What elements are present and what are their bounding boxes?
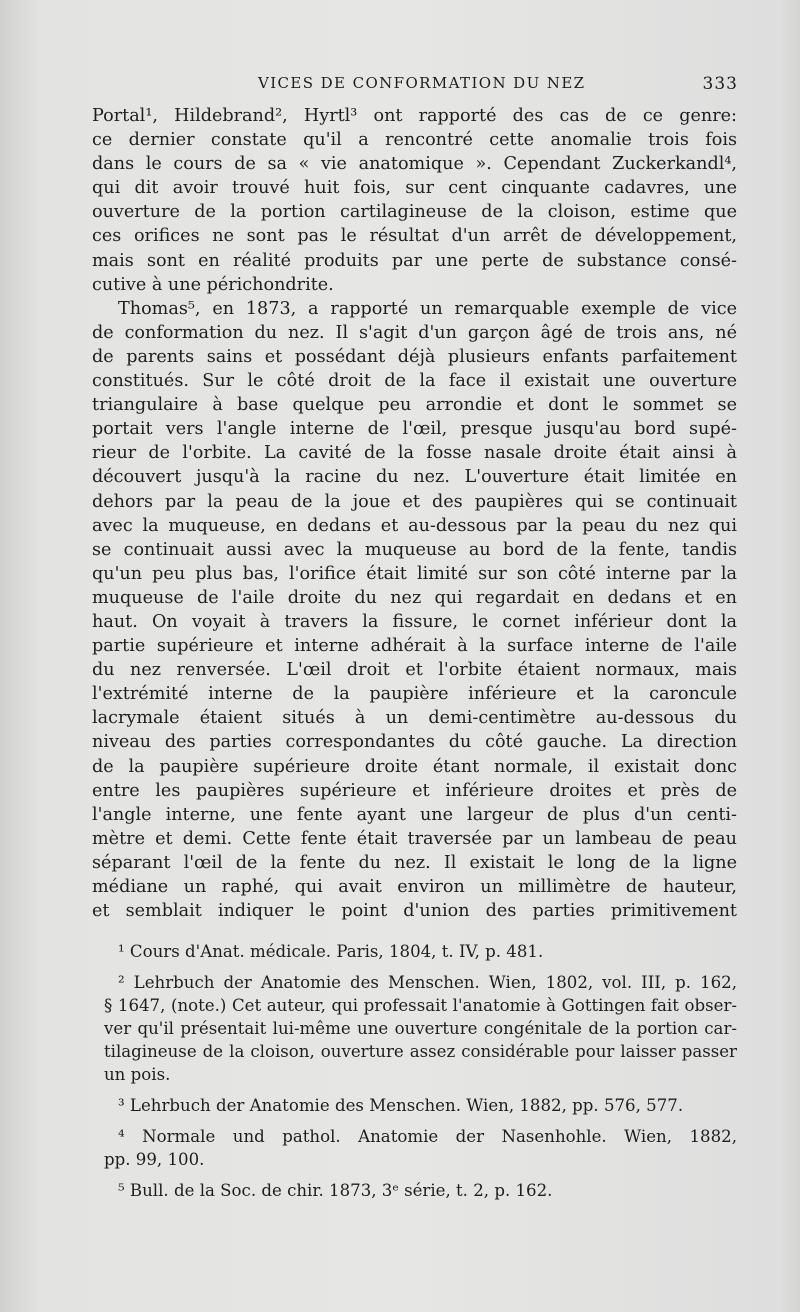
footnote-line: tilagineuse de la cloison, ouverture assez considérable pour laisser passer [104,1042,737,1061]
text-line: découvert jusqu'à la racine du nez. L'ouverture était limitée en [92,467,737,488]
page-header [258,74,738,100]
text-line: Portal¹, Hildebrand², Hyrtl³ ont rapporté des cas de ce genre: [92,106,737,126]
text-line: ce dernier constate qu'il a rencontré cette anomalie trois fois [92,130,737,151]
text-line: du nez renversée. L'œil droit et l'orbite étaient normaux, mais [92,660,737,681]
paragraph-1 [92,104,737,297]
text-line: rieur de l'orbite. La cavité de la fosse nasale droite était ainsi à [92,443,737,464]
text-line: dehors par la peau de la joue et des paupières qui se continuait [92,491,737,512]
text-line: partie supérieure et interne adhérait à la surface interne de l'aile [92,636,737,657]
text-line: qu'un peu plus bas, l'orifice était limité sur son côté interne par la [92,563,737,584]
text-line: cutive à une périchondrite. [92,274,334,295]
footnote-line: ⁵ Bull. de la Soc. de chir. 1873, 3ᵉ série, t. 2, p. 162. [118,1181,553,1200]
text-line: qui dit avoir trouvé huit fois, sur cent cinquante cadavres, une [92,178,737,199]
text-line: entre les paupières supérieure et inférieure droites et près de [92,780,737,801]
text-line: séparant l'œil de la fente du nez. Il existait le long de la ligne [92,852,737,873]
text-line: triangulaire à base quelque peu arrondie et dont le sommet se [92,395,737,416]
text-line: dans le cours de sa « vie anatomique ». Cependant Zuckerkandl⁴, [92,154,737,175]
footnote-line: ¹ Cours d'Anat. médicale. Paris, 1804, t. IV, p. 481. [118,942,544,961]
paragraph-2 [92,297,737,923]
text-line: médiane un raphé, qui avait environ un millimètre de hauteur, [92,877,737,897]
text-line: mais sont en réalité produits par une perte de substance consé- [92,250,737,271]
text-line: mètre et demi. Cette fente était traversée par un lambeau de peau [92,828,737,849]
text-line: constitués. Sur le côté droit de la face il existait une ouverture [92,371,737,392]
text-line: de la paupière supérieure droite étant normale, il existait donc [92,756,737,777]
text-line: lacrymale étaient situés à un demi-centimètre au-dessous du [92,708,737,729]
footnote-line: ⁴ Normale und pathol. Anatomie der Nasenhohle. Wien, 1882, [118,1127,737,1146]
footnote-line: ³ Lehrbuch der Anatomie des Menschen. Wien, 1882, pp. 576, 577. [118,1096,684,1115]
text-line: et semblait indiquer le point d'union des parties primitivement [92,901,737,922]
footnote-4 [104,1125,737,1171]
footnote-2 [104,971,737,1086]
text-line: muqueuse de l'aile droite du nez qui regardait en dedans et en [92,587,737,608]
footnote-line: pp. 99, 100. [104,1150,205,1169]
text-line: se continuait aussi avec la muqueuse au bord de la fente, tandis [92,539,737,560]
footnote-line: ver qu'il présentait lui-même une ouverture congénitale de la portion car- [104,1019,737,1038]
footnote-3 [104,1094,737,1117]
body-text [92,104,737,923]
text-line: avec la muqueuse, en dedans et au-dessous par la peau du nez qui [92,515,737,536]
text-line: ouverture de la portion cartilagineuse de la cloison, estime que [92,202,737,223]
text-line: l'extrémité interne de la paupière inférieure et la caroncule [92,684,737,705]
footnote-line: ² Lehrbuch der Anatomie des Menschen. Wien, 1802, vol. III, p. 162, [118,973,737,992]
running-title: VICES DE CONFORMATION DU NEZ [258,74,586,92]
text-line: de parents sains et possédant déjà plusieurs enfants parfaitement [92,346,737,367]
page-number: 333 [702,74,738,94]
text-line: l'angle interne, une fente ayant une largeur de plus d'un centi- [92,804,737,825]
footnote-5 [104,1179,737,1202]
footnote-1 [104,940,737,963]
footnote-line: § 1647, (note.) Cet auteur, qui professait l'anatomie à Gottingen fait obser- [104,996,737,1015]
footnotes [104,940,737,1210]
text-line: ces orifices ne sont pas le résultat d'un arrêt de développement, [92,226,737,247]
text-line: de conformation du nez. Il s'agit d'un garçon âgé de trois ans, né [92,322,737,343]
text-line: portait vers l'angle interne de l'œil, presque jusqu'au bord supé- [92,419,737,440]
footnote-line: un pois. [104,1065,171,1084]
text-line: niveau des parties correspondantes du côté gauche. La direction [92,732,737,753]
text-line: Thomas⁵, en 1873, a rapporté un remarquable exemple de vice [118,298,737,319]
text-line: haut. On voyait à travers la fissure, le cornet inférieur dont la [92,611,737,632]
